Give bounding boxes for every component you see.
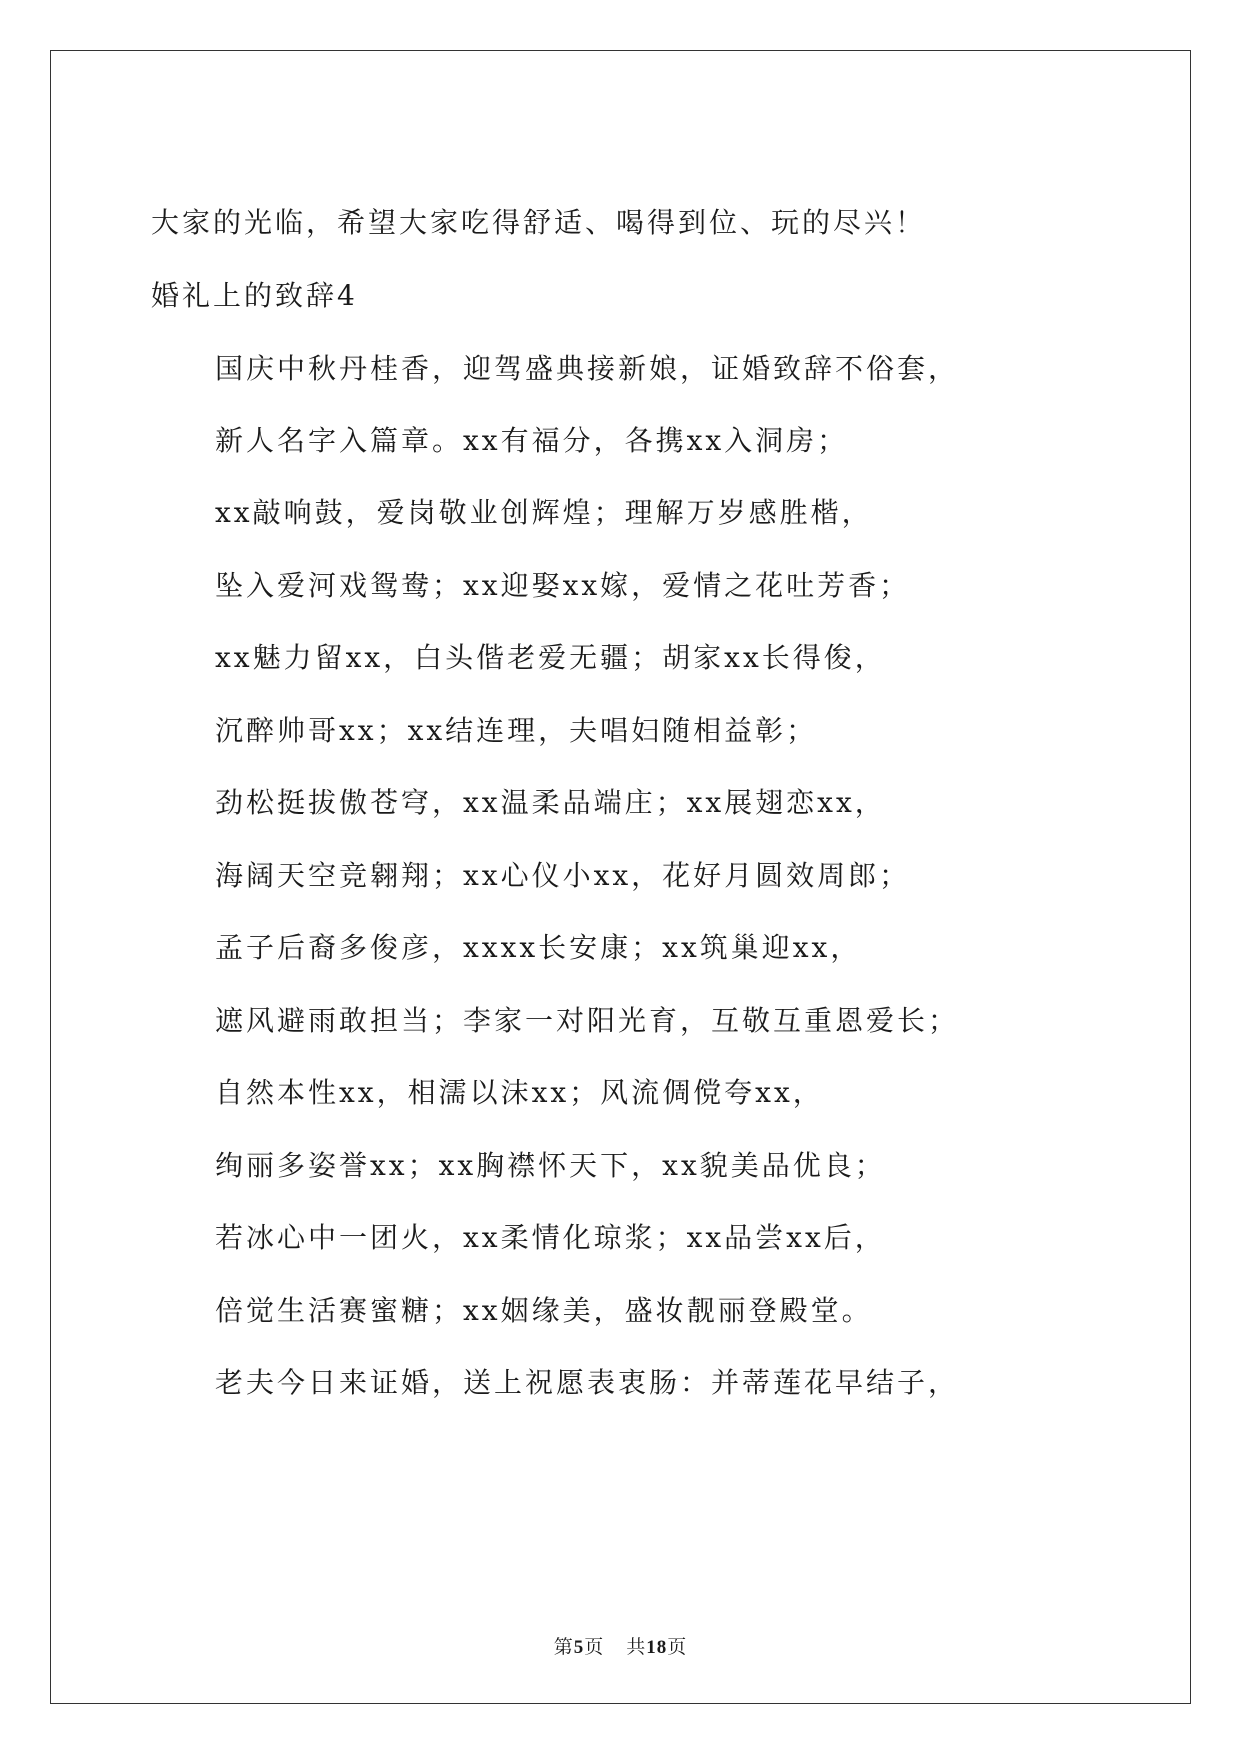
text-line: 大家的光临，希望大家吃得舒适、喝得到位、玩的尽兴！: [151, 206, 927, 239]
section-heading: 婚礼上的致辞4: [151, 279, 358, 312]
page-footer: [51, 1632, 1190, 1659]
text-line: 若冰心中一团火，xx柔情化琼浆；xx品尝xx后，: [215, 1221, 886, 1254]
text-line: 劲松挺拔傲苍穹，xx温柔品端庄；xx展翅恋xx，: [215, 786, 886, 819]
page-number: 5: [573, 1637, 585, 1658]
document-body: [51, 51, 1190, 1703]
text-line: 老夫今日来证婚，送上祝愿表衷肠：并蒂莲花早结子，: [215, 1366, 960, 1399]
page-prefix: 第: [553, 1636, 574, 1658]
text-line: 国庆中秋丹桂香，迎驾盛典接新娘，证婚致辞不俗套，: [215, 352, 960, 385]
text-line: xx魅力留xx，白头偕老爱无疆；胡家xx长得俊，: [215, 641, 886, 674]
text-line: 自然本性xx，相濡以沫xx；风流倜傥夸xx，: [215, 1076, 824, 1109]
total-prefix: 共: [626, 1636, 647, 1658]
text-line: 沉醉帅哥xx；xx结连理，夫唱妇随相益彰；: [215, 714, 818, 747]
text-line: xx敲响鼓，爱岗敬业创辉煌；理解万岁感胜楷，: [215, 496, 873, 529]
text-line: 新人名字入篇章。xx有福分，各携xx入洞房；: [215, 424, 849, 457]
total-pages: 18: [646, 1637, 668, 1658]
total-suffix: 页: [667, 1636, 688, 1658]
text-line: 坠入爱河戏鸳鸯；xx迎娶xx嫁，爱情之花吐芳香；: [215, 569, 911, 602]
page-suffix: 页: [584, 1636, 605, 1658]
text-line: 孟子后裔多俊彦，xxxx长安康；xx筑巢迎xx，: [215, 931, 862, 964]
text-line: 倍觉生活赛蜜糖；xx姻缘美，盛妆靓丽登殿堂。: [215, 1294, 873, 1327]
text-line: 绚丽多姿誉xx；xx胸襟怀天下，xx貌美品优良；: [215, 1149, 886, 1182]
page-frame: [50, 50, 1191, 1704]
text-line: 遮风避雨敢担当；李家一对阳光育，互敬互重恩爱长；: [215, 1004, 960, 1037]
text-line: 海阔天空竞翱翔；xx心仪小xx，花好月圆效周郎；: [215, 859, 911, 892]
